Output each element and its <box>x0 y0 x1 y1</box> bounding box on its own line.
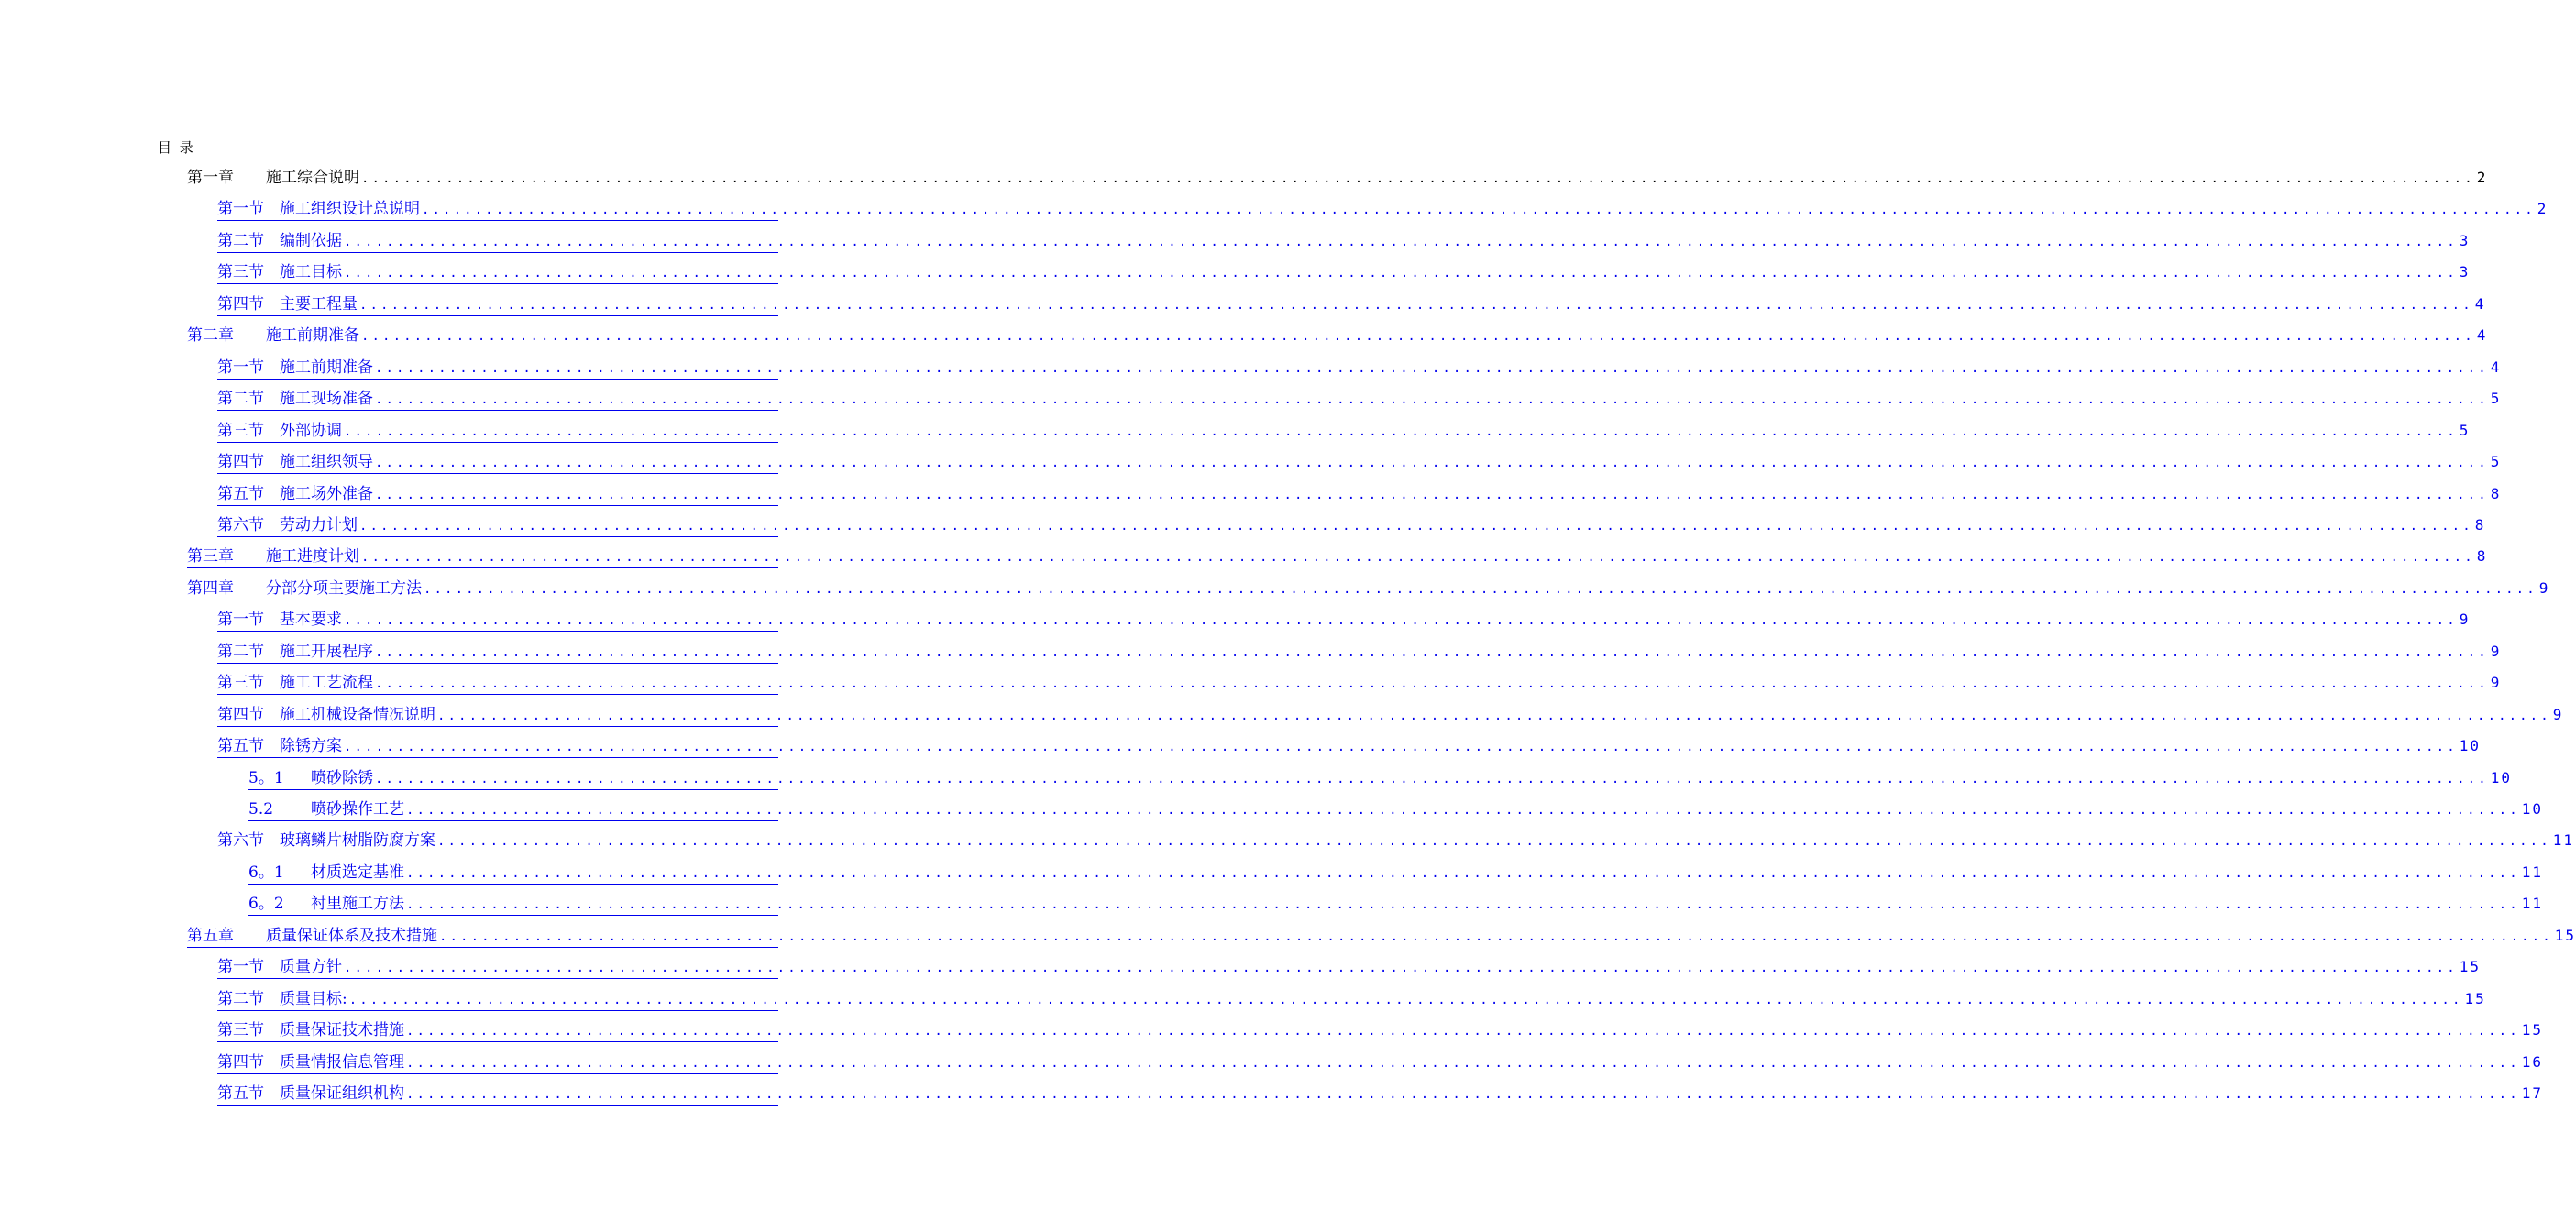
toc-entry-label <box>217 418 342 444</box>
toc-entry-number: 第五节 <box>217 485 264 503</box>
toc-entry-number: 第四节 <box>217 453 264 471</box>
toc-entry-title: 质量目标: <box>280 990 347 1008</box>
toc-entry-number: 第五章 <box>187 927 234 945</box>
toc-entry-page: 10 <box>2490 769 2513 786</box>
toc-entry-leader: ........................................................................................................................................................................................................ <box>406 803 2520 818</box>
toc-entry[interactable] <box>217 954 2482 979</box>
toc-entry-page: 4 <box>2476 326 2488 344</box>
toc-entry-page: 9 <box>2552 706 2564 723</box>
toc-entry-label <box>248 891 404 917</box>
toc-entry-number: 第三节 <box>217 263 264 281</box>
toc-entry[interactable] <box>217 449 2502 474</box>
toc-entry[interactable] <box>217 1018 2544 1042</box>
toc-entry-title: 施工开展程序 <box>280 643 373 661</box>
toc-entry-page: 3 <box>2459 263 2471 280</box>
toc-entry-label <box>187 323 359 348</box>
toc-entry-number: 第二章 <box>187 326 234 345</box>
toc-entry-title: 施工机械设备情况说明 <box>280 706 435 724</box>
toc-entry-page: 10 <box>2521 800 2544 818</box>
toc-entry-label <box>217 702 435 728</box>
toc-entry-number: 第一节 <box>217 958 264 976</box>
toc-entry-label <box>187 576 422 601</box>
toc-entry-number: 第五节 <box>217 1084 264 1103</box>
toc-entry-label <box>248 765 373 791</box>
toc-entry-label <box>217 954 342 980</box>
toc-entry-label <box>217 828 435 853</box>
toc-entry-number: 第一节 <box>217 200 264 218</box>
toc-entry-label <box>217 670 373 696</box>
toc-entry[interactable] <box>217 702 2564 727</box>
toc-entry-leader: ........................................................................................................................................................................................................ <box>406 897 2520 912</box>
toc-entry-number: 第一章 <box>187 169 234 187</box>
toc-entry[interactable] <box>217 386 2502 411</box>
toc-entry-title: 喷砂除锈 <box>311 769 373 787</box>
toc-entry-page: 5 <box>2490 390 2502 407</box>
toc-entry-leader: ........................................................................................................................................................................................................ <box>359 298 2473 313</box>
toc-entry-label <box>248 797 404 822</box>
toc-entry-title: 施工进度计划 <box>266 547 359 566</box>
toc-entry-number: 第一节 <box>217 358 264 377</box>
toc-entry-number: 第三节 <box>217 674 264 692</box>
toc-entry-title: 除锈方案 <box>280 737 342 755</box>
toc-entry-number: 第二节 <box>217 990 264 1008</box>
toc-entry-leader: ........................................................................................................................................................................................................ <box>439 930 2553 944</box>
toc-entry-label <box>217 986 347 1012</box>
toc-entry-leader: ........................................................................................................................................................................................................ <box>375 456 2489 470</box>
toc-entry[interactable] <box>217 355 2502 380</box>
toc-entry-page: 9 <box>2490 643 2502 660</box>
toc-entry-page: 4 <box>2490 358 2502 376</box>
toc-entry-number: 5.2 <box>248 800 274 819</box>
toc-entry-title: 施工组织领导 <box>280 453 373 471</box>
toc-entry-leader: ........................................................................................................................................................................................................ <box>422 203 2536 217</box>
toc-entry-title: 劳动力计划 <box>280 516 358 534</box>
toc-entry-label <box>217 639 373 665</box>
toc-entry-leader: ........................................................................................................................................................................................................ <box>361 550 2475 565</box>
toc-entry-number: 第五节 <box>217 737 264 755</box>
toc-entry[interactable] <box>217 1081 2544 1106</box>
toc-entry-label <box>217 355 373 380</box>
toc-entry-leader: ........................................................................................................................................................................................................ <box>375 645 2489 660</box>
toc-entry-page: 2 <box>2476 169 2488 186</box>
toc-entry-page: 11 <box>2521 864 2544 881</box>
toc-entry-page: 9 <box>2538 579 2550 597</box>
toc-entry-leader: ........................................................................................................................................................................................................ <box>375 361 2489 376</box>
toc-entry-leader: ........................................................................................................................................................................................................ <box>361 329 2475 344</box>
toc-entry-leader: ........................................................................................................................................................................................................ <box>406 1087 2520 1102</box>
toc-entry[interactable] <box>217 481 2502 506</box>
toc-entry-title: 施工前期准备 <box>280 358 373 377</box>
toc-entry-leader: ........................................................................................................................................................................................................ <box>344 266 2458 280</box>
toc-entry-title: 质量方针 <box>280 958 342 976</box>
toc-entry-leader: ........................................................................................................................................................................................................ <box>375 392 2489 407</box>
toc-entry-title: 施工组织设计总说明 <box>280 200 420 218</box>
toc-entry-page: 9 <box>2490 674 2502 691</box>
toc-entry-title: 质量保证体系及技术措施 <box>266 927 437 945</box>
toc-entry-number: 第三章 <box>187 547 234 566</box>
toc-entry-leader: ........................................................................................................................................................................................................ <box>344 740 2458 754</box>
toc-entry-leader: ........................................................................................................................................................................................................ <box>406 1056 2520 1071</box>
toc-entry-label <box>217 512 358 538</box>
toc-entry-page: 15 <box>2459 958 2482 975</box>
toc-entry-page: 17 <box>2521 1084 2544 1102</box>
toc-entry[interactable] <box>248 797 2544 821</box>
toc-entry-page: 3 <box>2459 232 2471 249</box>
toc-entry[interactable] <box>187 576 2550 600</box>
toc-entry-page: 8 <box>2474 516 2486 534</box>
toc-entry[interactable] <box>187 544 2488 568</box>
toc-entry-title: 基本要求 <box>280 610 342 629</box>
toc-entry-label <box>217 449 373 475</box>
toc-title: 目 录 <box>158 139 195 156</box>
toc-entry-leader: ........................................................................................................................................................................................................ <box>375 772 2489 786</box>
toc-entry[interactable] <box>217 733 2482 758</box>
toc-entry-page: 2 <box>2537 200 2548 217</box>
toc-entry-title: 编制依据 <box>280 232 342 250</box>
toc-entry-number: 6。2 <box>248 895 284 913</box>
toc-entry-label <box>217 292 358 317</box>
toc-entry-title: 施工现场准备 <box>280 390 373 408</box>
toc-entry-page: 15 <box>2521 1021 2544 1039</box>
toc-entry-leader: ........................................................................................................................................................................................................ <box>361 171 2475 186</box>
toc-entry-page: 10 <box>2459 737 2482 754</box>
toc-entry[interactable] <box>217 986 2486 1011</box>
toc-entry-page: 15 <box>2464 990 2486 1007</box>
toc-entry[interactable] <box>217 607 2471 632</box>
toc-entry-label <box>217 228 342 254</box>
toc-entry[interactable] <box>187 923 2576 948</box>
toc-entry[interactable] <box>217 228 2471 253</box>
toc-entry-leader: ........................................................................................................................................................................................................ <box>359 519 2473 534</box>
toc-entry-number: 第四章 <box>187 579 234 598</box>
toc-entry[interactable] <box>217 639 2502 664</box>
toc-entry-leader: ........................................................................................................................................................................................................ <box>348 993 2463 1007</box>
toc-entry-leader: ........................................................................................................................................................................................................ <box>437 834 2551 849</box>
toc-entry-label <box>217 1050 404 1075</box>
toc-entry[interactable] <box>217 512 2486 537</box>
toc-entry-title: 质量保证技术措施 <box>280 1021 404 1040</box>
toc-entry-page: 16 <box>2521 1053 2544 1071</box>
toc-entry-label <box>187 165 359 191</box>
toc-entry-leader: ........................................................................................................................................................................................................ <box>424 582 2537 597</box>
toc-entry[interactable] <box>217 828 2575 852</box>
toc-entry-label <box>248 860 404 886</box>
toc-entry-label <box>217 259 342 285</box>
toc-entry[interactable] <box>248 765 2513 790</box>
toc-entry-number: 第四节 <box>217 295 264 314</box>
toc-entry-number: 第二节 <box>217 643 264 661</box>
toc-entry-title: 施工前期准备 <box>266 326 359 345</box>
toc-entry-number: 第一节 <box>217 610 264 629</box>
toc-entry-page: 9 <box>2459 610 2471 628</box>
toc-entry-page: 11 <box>2521 895 2544 912</box>
toc-entry-page: 8 <box>2476 547 2488 565</box>
toc-entry-label <box>187 923 437 949</box>
toc-entry-page: 5 <box>2490 453 2502 470</box>
toc-entry-leader: ........................................................................................................................................................................................................ <box>344 961 2458 975</box>
toc-entry-title: 施工目标 <box>280 263 342 281</box>
toc-entry-title: 衬里施工方法 <box>311 895 404 913</box>
toc-entry-number: 第三节 <box>217 1021 264 1040</box>
toc-entry-number: 6。1 <box>248 864 284 882</box>
toc-entry-title: 外部协调 <box>280 422 342 440</box>
toc-entry-title: 施工场外准备 <box>280 485 373 503</box>
toc-entry-leader: ........................................................................................................................................................................................................ <box>344 424 2458 439</box>
toc-entry-leader: ........................................................................................................................................................................................................ <box>344 613 2458 628</box>
toc-entry-title: 质量保证组织机构 <box>280 1084 404 1103</box>
toc-entry-leader: ........................................................................................................................................................................................................ <box>375 488 2489 502</box>
toc-entry-number: 第四节 <box>217 706 264 724</box>
toc-entry-number: 第四节 <box>217 1053 264 1072</box>
toc-entry-number: 第三节 <box>217 422 264 440</box>
toc-entry-number: 第二节 <box>217 390 264 408</box>
toc-entry-label <box>217 196 420 222</box>
toc-entry-leader: ........................................................................................................................................................................................................ <box>344 235 2458 249</box>
toc-entry-leader: ........................................................................................................................................................................................................ <box>406 1024 2520 1039</box>
toc-entry-title: 分部分项主要施工方法 <box>266 579 422 598</box>
toc-entry[interactable] <box>217 259 2471 284</box>
toc-entry[interactable] <box>217 292 2486 316</box>
toc-entry-page: 4 <box>2474 295 2486 313</box>
toc-entry[interactable] <box>217 196 2548 221</box>
toc-entry-label <box>217 481 373 507</box>
toc-entry-number: 第六节 <box>217 516 264 534</box>
toc-entry-title: 质量情报信息管理 <box>280 1053 404 1072</box>
toc-entry-page: 5 <box>2459 422 2471 439</box>
toc-entry-page: 8 <box>2490 485 2502 502</box>
toc-entry-page: 11 <box>2552 831 2575 849</box>
toc-entry[interactable] <box>217 670 2502 695</box>
toc-entry-label <box>217 386 373 412</box>
toc-entry-title: 喷砂操作工艺 <box>311 800 404 819</box>
toc-entry-page: 15 <box>2554 927 2576 944</box>
toc-entry-title: 施工工艺流程 <box>280 674 373 692</box>
toc-entry-number: 第六节 <box>217 831 264 850</box>
toc-entry[interactable] <box>248 891 2544 916</box>
toc-entry-leader: ........................................................................................................................................................................................................ <box>375 676 2489 691</box>
toc-entry-number: 第二节 <box>217 232 264 250</box>
toc-entry-number: 5。1 <box>248 769 284 787</box>
toc-entry-leader: ........................................................................................................................................................................................................ <box>406 866 2520 881</box>
toc-entry-title: 材质选定基准 <box>311 864 404 882</box>
toc-entry[interactable] <box>248 860 2544 885</box>
toc-entry-leader: ........................................................................................................................................................................................................ <box>437 709 2551 723</box>
toc-entry-label <box>217 607 342 632</box>
toc-entry <box>187 165 2488 191</box>
toc-entry-label <box>217 733 342 759</box>
toc-entry-title: 施工综合说明 <box>266 169 359 187</box>
toc-entry[interactable] <box>217 1050 2544 1074</box>
toc-entry-label <box>217 1081 404 1106</box>
toc-entry-title: 玻璃鳞片树脂防腐方案 <box>280 831 435 850</box>
toc-entry[interactable] <box>187 323 2488 347</box>
toc-entry-title: 主要工程量 <box>280 295 358 314</box>
toc-entry[interactable] <box>217 418 2471 443</box>
toc-entry-label <box>217 1018 404 1043</box>
toc-entry-label <box>187 544 359 569</box>
